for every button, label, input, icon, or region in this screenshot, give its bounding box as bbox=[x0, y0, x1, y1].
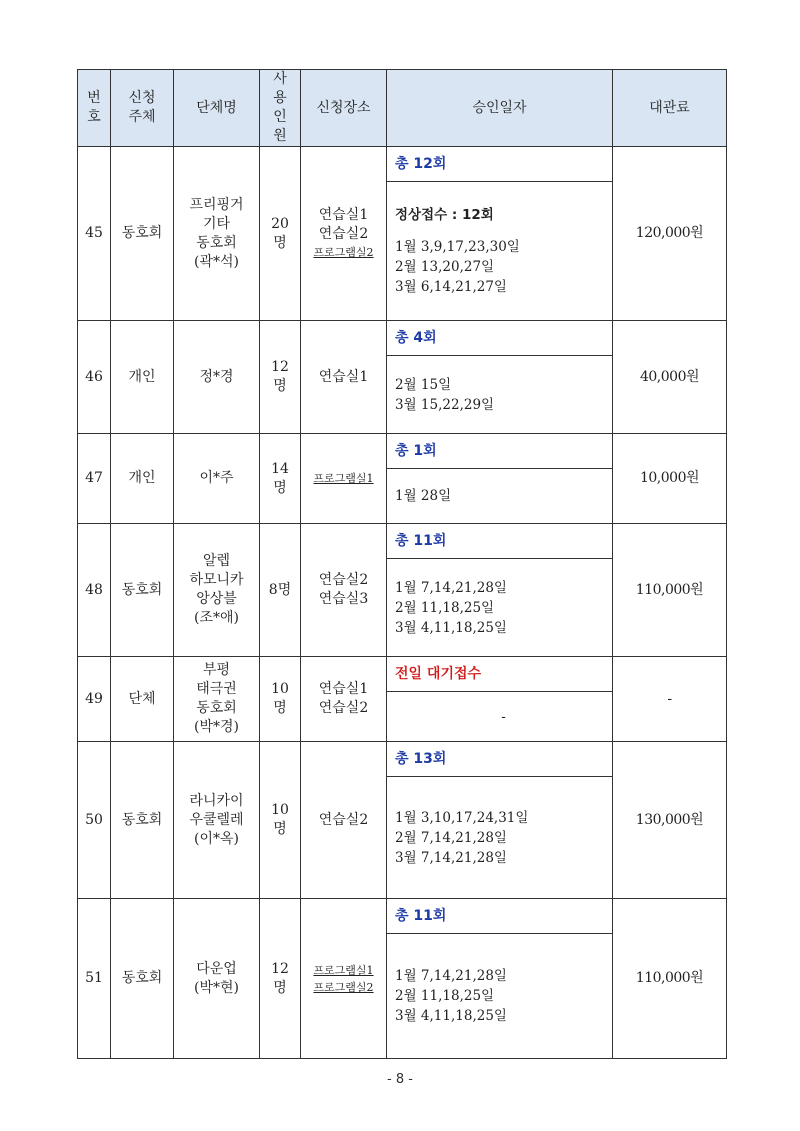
rental-fee: 110,000원 bbox=[613, 899, 727, 1059]
line-text: 14 bbox=[271, 460, 289, 477]
line-text: (곽*석) bbox=[194, 253, 239, 270]
header-group: 단체명 bbox=[174, 70, 260, 147]
approved-dates bbox=[387, 434, 613, 524]
line-text: 명 bbox=[273, 378, 287, 394]
line-text: 명 bbox=[273, 979, 287, 996]
dates-container bbox=[387, 524, 612, 656]
line-text: 1월 3,9,17,23,30일 bbox=[395, 239, 520, 255]
applicant-type: 개인 bbox=[111, 321, 174, 434]
table-row bbox=[78, 147, 727, 321]
line-text: (조*애) bbox=[194, 610, 239, 626]
people-count bbox=[260, 742, 301, 899]
session-total: 총 11회 bbox=[387, 899, 612, 934]
line-text: 프로그램실1 bbox=[313, 472, 374, 485]
people-count bbox=[260, 657, 301, 742]
table-row bbox=[78, 434, 727, 524]
line-text: 앙상블 bbox=[196, 591, 237, 607]
header-row bbox=[78, 70, 727, 147]
row-number: 50 bbox=[78, 742, 111, 899]
approved-dates bbox=[387, 321, 613, 434]
line-text: 하모니카 bbox=[189, 572, 244, 588]
people-count bbox=[260, 147, 301, 321]
line-text: 다운업 bbox=[196, 960, 237, 977]
date-list bbox=[387, 934, 612, 1058]
line-text: (박*현) bbox=[194, 979, 239, 996]
line-text: 1월 28일 bbox=[395, 488, 452, 504]
requested-place bbox=[301, 524, 387, 657]
rental-fee: - bbox=[613, 657, 727, 742]
line-text: 연습실3 bbox=[318, 591, 369, 607]
requested-place bbox=[301, 321, 387, 434]
rental-fee: 120,000원 bbox=[613, 147, 727, 321]
line-text: 라니카이 bbox=[189, 792, 244, 809]
header-fee: 대관료 bbox=[613, 70, 727, 147]
dates-container bbox=[387, 434, 612, 523]
date-list bbox=[387, 559, 612, 656]
rental-fee: 40,000원 bbox=[613, 321, 727, 434]
table-row bbox=[78, 524, 727, 657]
group-name bbox=[174, 899, 260, 1059]
date-list bbox=[387, 469, 612, 523]
people-count bbox=[260, 899, 301, 1059]
page-number: - 8 - bbox=[387, 1072, 413, 1087]
dates-container bbox=[387, 742, 612, 898]
dates-container bbox=[387, 899, 612, 1058]
group-name bbox=[174, 524, 260, 657]
line-text: 연습실1 bbox=[318, 368, 369, 385]
approved-dates bbox=[387, 147, 613, 321]
rental-fee: 130,000원 bbox=[613, 742, 727, 899]
approved-dates bbox=[387, 524, 613, 657]
applicant-type: 동호회 bbox=[111, 524, 174, 657]
group-name bbox=[174, 321, 260, 434]
dates-container bbox=[387, 147, 612, 320]
session-total: 총 11회 bbox=[387, 524, 612, 559]
line-text: 부평 bbox=[202, 662, 231, 678]
line-text: 동호회 bbox=[196, 234, 237, 251]
table-row bbox=[78, 321, 727, 434]
line-text: - bbox=[501, 708, 506, 725]
group-name bbox=[174, 657, 260, 742]
dates-container bbox=[387, 657, 612, 741]
header-no: 번 호 bbox=[78, 70, 111, 147]
requested-place bbox=[301, 147, 387, 321]
date-list bbox=[387, 777, 612, 898]
line-text: 프로그램실2 bbox=[313, 980, 374, 994]
header-place: 신청장소 bbox=[301, 70, 387, 147]
line-text: 2월 11,18,25일 bbox=[395, 599, 495, 616]
rental-fee: 10,000원 bbox=[613, 434, 727, 524]
line-text: 3월 15,22,29일 bbox=[395, 396, 495, 413]
approved-dates bbox=[387, 657, 613, 742]
applicant-type: 동호회 bbox=[111, 899, 174, 1059]
approved-dates bbox=[387, 742, 613, 899]
table-row bbox=[78, 657, 727, 742]
group-name bbox=[174, 434, 260, 524]
line-text: 3월 7,14,21,28일 bbox=[395, 849, 507, 866]
line-text: (박*경) bbox=[194, 719, 239, 735]
line-text: 10 bbox=[271, 802, 289, 818]
line-text: 명 bbox=[273, 700, 287, 716]
people-count bbox=[260, 321, 301, 434]
line-text: 12 bbox=[271, 960, 289, 977]
table-row bbox=[78, 899, 727, 1059]
line-text: 우쿨렐레 bbox=[189, 811, 244, 828]
line-text: 태극권 bbox=[196, 681, 237, 697]
table-row bbox=[78, 742, 727, 899]
approved-dates bbox=[387, 899, 613, 1059]
line-text: 프로그램실2 bbox=[313, 246, 374, 259]
line-text: 20 bbox=[271, 215, 289, 232]
header-dates: 승인일자 bbox=[387, 70, 613, 147]
people-count bbox=[260, 524, 301, 657]
line-text: 기타 bbox=[202, 215, 231, 232]
requested-place bbox=[301, 657, 387, 742]
session-total: 총 4회 bbox=[387, 321, 612, 356]
line-text: 연습실2 bbox=[318, 572, 369, 588]
group-name bbox=[174, 742, 260, 899]
line-text: 1월 3,10,17,24,31일 bbox=[395, 809, 529, 826]
line-text: 10 bbox=[271, 681, 289, 697]
row-number: 45 bbox=[78, 147, 111, 321]
line-text: 연습실2 bbox=[318, 700, 369, 716]
date-list bbox=[387, 356, 612, 433]
line-text: 2월 11,18,25일 bbox=[395, 988, 495, 1004]
line-text: 12 bbox=[271, 359, 289, 375]
line-text: 명 bbox=[273, 234, 287, 251]
line-text: 동호회 bbox=[196, 700, 237, 716]
session-total: 총 13회 bbox=[387, 742, 612, 777]
line-text: 프리핑거 bbox=[189, 196, 244, 213]
line-text: (이*옥) bbox=[194, 830, 239, 847]
line-text: 명 bbox=[273, 479, 287, 496]
people-count bbox=[260, 434, 301, 524]
receipt-status: 정상접수 : 12회 bbox=[395, 207, 494, 223]
requested-place bbox=[301, 434, 387, 524]
line-text: 정*경 bbox=[199, 368, 234, 385]
rental-fee: 110,000원 bbox=[613, 524, 727, 657]
applicant-type: 동호회 bbox=[111, 147, 174, 321]
line-text: 프로그램실1 bbox=[313, 963, 374, 977]
line-text: 8명 bbox=[268, 581, 292, 598]
row-number: 51 bbox=[78, 899, 111, 1059]
line-text: 1월 7,14,21,28일 bbox=[395, 968, 507, 984]
row-number: 48 bbox=[78, 524, 111, 657]
line-text: 1월 7,14,21,28일 bbox=[395, 579, 507, 596]
date-list bbox=[387, 692, 612, 741]
session-total: 총 12회 bbox=[387, 147, 612, 182]
applicant-type: 개인 bbox=[111, 434, 174, 524]
group-name bbox=[174, 147, 260, 321]
rental-table bbox=[77, 69, 727, 1059]
line-text: 2월 7,14,21,28일 bbox=[395, 829, 507, 846]
header-people: 사 용 인 원 bbox=[260, 70, 301, 147]
line-text: 연습실2 bbox=[318, 226, 369, 242]
applicant-type: 단체 bbox=[111, 657, 174, 742]
line-text: 2월 15일 bbox=[395, 376, 452, 393]
session-total: 총 1회 bbox=[387, 434, 612, 469]
applicant-type: 동호회 bbox=[111, 742, 174, 899]
row-number: 47 bbox=[78, 434, 111, 524]
line-text: 연습실1 bbox=[318, 207, 369, 223]
row-number: 46 bbox=[78, 321, 111, 434]
date-list bbox=[387, 182, 612, 320]
row-number: 49 bbox=[78, 657, 111, 742]
line-text: 연습실1 bbox=[318, 681, 369, 697]
requested-place bbox=[301, 899, 387, 1059]
dates-container bbox=[387, 321, 612, 433]
session-total: 전일 대기접수 bbox=[387, 657, 612, 692]
line-text: 알렙 bbox=[202, 553, 231, 569]
line-text: 3월 6,14,21,27일 bbox=[395, 279, 507, 295]
line-text: 명 bbox=[273, 821, 287, 837]
header-applicant: 신청 주체 bbox=[111, 70, 174, 147]
line-text: 3월 4,11,18,25일 bbox=[395, 1008, 507, 1024]
line-text: 연습실2 bbox=[318, 811, 369, 828]
line-text: 3월 4,11,18,25일 bbox=[395, 619, 507, 636]
line-text: 이*주 bbox=[199, 470, 234, 486]
requested-place bbox=[301, 742, 387, 899]
line-text: 2월 13,20,27일 bbox=[395, 259, 495, 275]
